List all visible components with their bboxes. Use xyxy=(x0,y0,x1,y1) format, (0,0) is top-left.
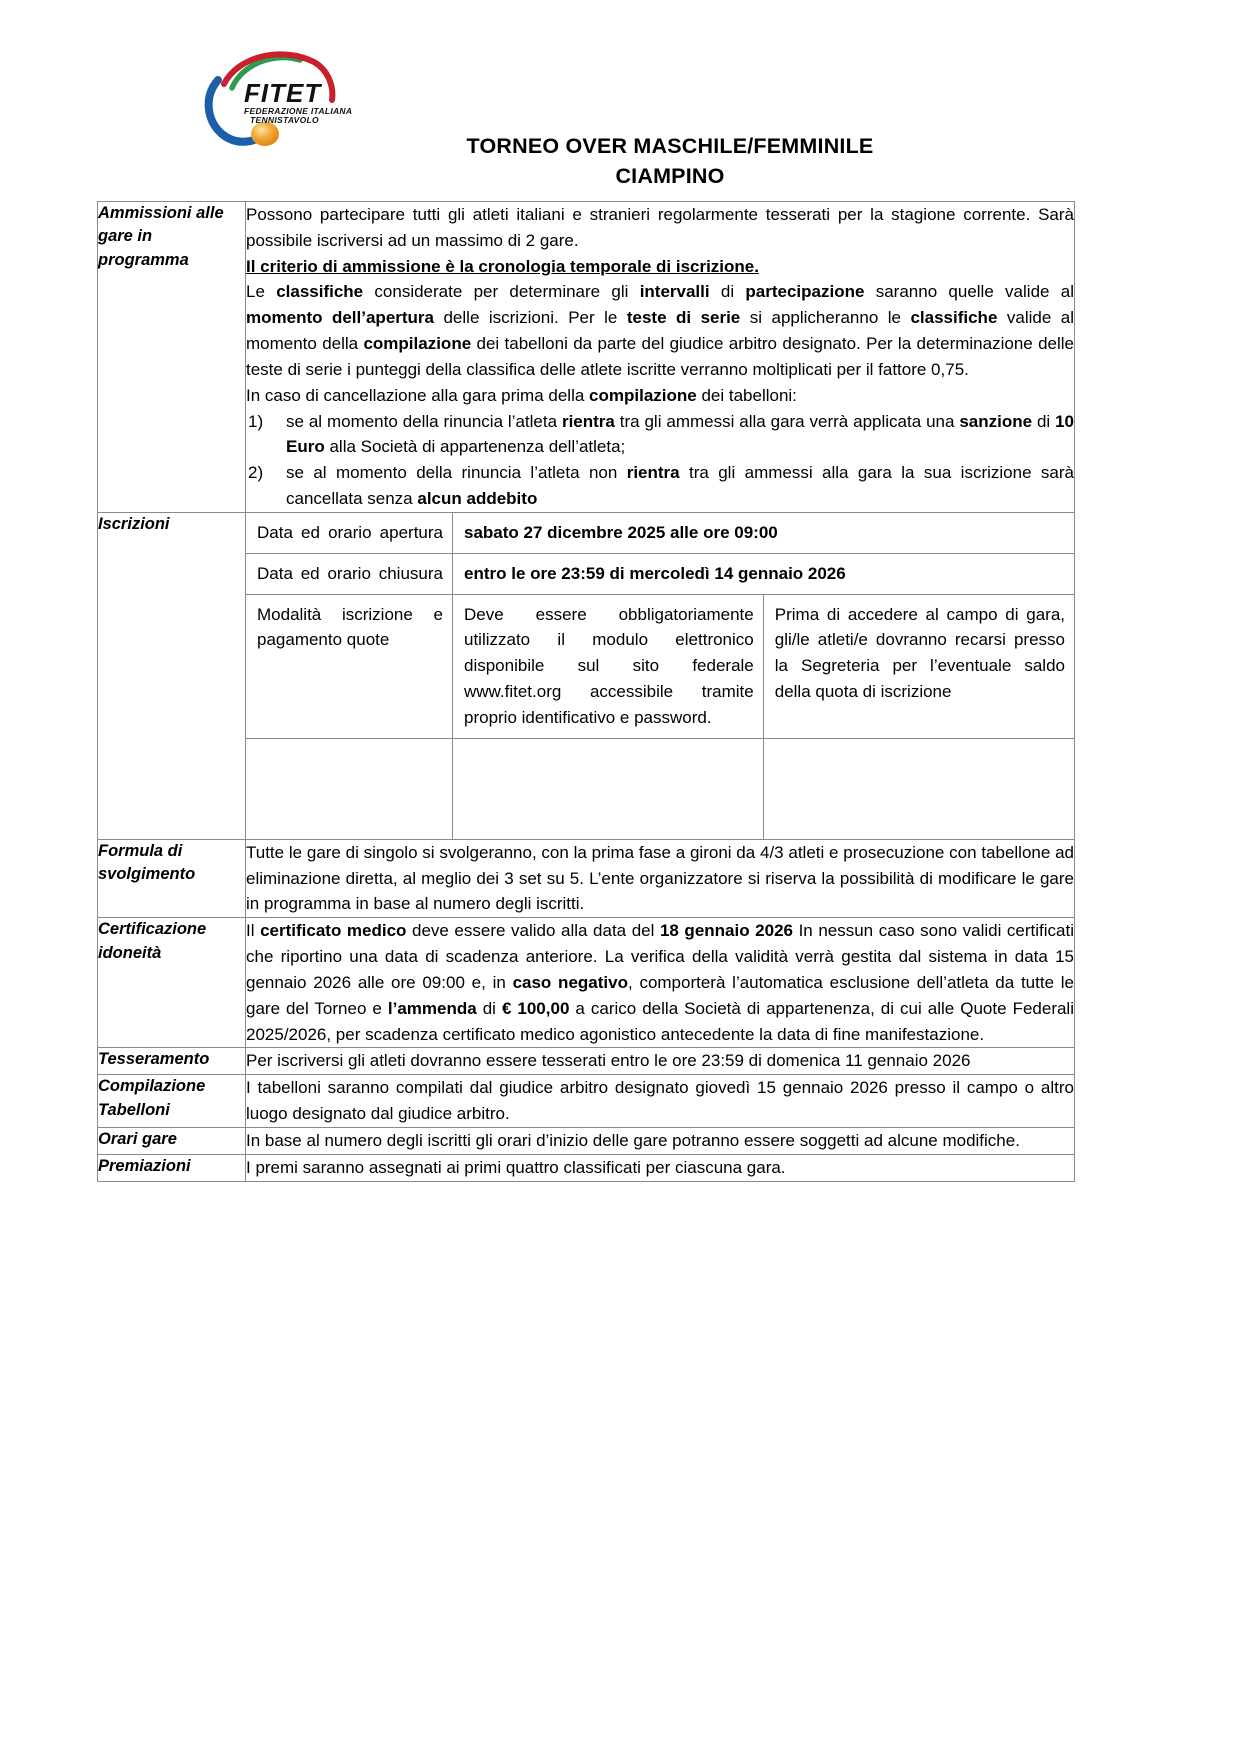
svg-text:TENNISTAVOLO: TENNISTAVOLO xyxy=(250,115,319,125)
chiusura-label: Data ed orario chiusura xyxy=(246,553,453,594)
tournament-details-table xyxy=(97,201,1075,1182)
spacer-cell-right xyxy=(763,738,1074,839)
row-label-tesseramento: Tesseramento xyxy=(98,1048,246,1075)
row-label-ammissioni: Ammissioni alle gare in programma xyxy=(98,202,246,513)
chiusura-value: entro le ore 23:59 di mercoledì 14 gennaio 2026 xyxy=(453,553,1075,594)
row-content-iscrizioni xyxy=(246,512,1075,839)
table-row-apertura xyxy=(246,513,1074,553)
table-row-compilazione xyxy=(98,1075,1075,1128)
title-block xyxy=(270,132,1070,191)
apertura-label: Data ed orario apertura xyxy=(246,513,453,553)
table-row-ammissioni xyxy=(98,202,1075,513)
table-row-formula xyxy=(98,839,1075,917)
row-content-compilazione: I tabelloni saranno compilati dal giudice arbitro designato giovedì 15 gennaio 2026 presso il campo o altro luogo designato dal giudice arbitro. xyxy=(246,1075,1075,1128)
list-item: se al momento della rinuncia l’atleta rientra tra gli ammessi alla gara verrà applicata una sanzione di 10 Euro alla Società di appartenenza dell’atleta; xyxy=(286,411,1074,457)
row-content-formula: Tutte le gare di singolo si svolgeranno, con la prima fase a gironi da 4/3 atleti e prosecuzione con tabellone ad eliminazione diretta, al meglio dei 3 set su 5. L’ente organizzatore si riserva la possibilità di modificare le gare in programma in base al numero degli iscritti. xyxy=(246,839,1075,917)
row-content-premiazioni: I premi saranno assegnati ai primi quattro classificati per ciascuna gara. xyxy=(246,1154,1075,1181)
spacer-cell-left xyxy=(246,738,453,839)
ammissioni-criterio-underlined: Il criterio di ammissione è la cronologia temporale di iscrizione. xyxy=(246,256,759,276)
spacer-cell-mid xyxy=(453,738,764,839)
row-label-orari: Orari gare xyxy=(98,1127,246,1154)
apertura-value: sabato 27 dicembre 2025 alle ore 09:00 xyxy=(453,513,1075,553)
row-content-tesseramento: Per iscriversi gli atleti dovranno essere tesserati entro le ore 23:59 di domenica 11 gennaio 2026 xyxy=(246,1048,1075,1075)
table-row-orari xyxy=(98,1127,1075,1154)
ammissioni-paragraph-1: Possono partecipare tutti gli atleti italiani e stranieri regolarmente tesserati per la stagione corrente. Sarà possibile iscriversi ad un massimo di 2 gare. xyxy=(246,205,1074,250)
row-label-certificazione: Certificazione idoneità xyxy=(98,918,246,1048)
list-item: se al momento della rinuncia l’atleta non rientra tra gli ammessi alla gara la sua iscrizione sarà cancellata senza alcun addebito xyxy=(286,463,1074,509)
table-row-modalita xyxy=(246,594,1074,738)
row-content-orari: In base al numero degli iscritti gli orari d’inizio delle gare potranno essere soggetti ad alcune modifiche. xyxy=(246,1127,1075,1154)
ammissioni-paragraph-4: In caso di cancellazione alla gara prima della compilazione dei tabelloni: xyxy=(246,385,797,405)
table-row-certificazione xyxy=(98,918,1075,1048)
row-label-iscrizioni: Iscrizioni xyxy=(98,512,246,839)
modalita-column-2: Prima di accedere al campo di gara, gli/le atleti/e dovranno recarsi presso la Segreteria per l’eventuale saldo della quota di iscrizione xyxy=(763,594,1074,738)
page-title: TORNEO OVER MASCHILE/FEMMINILE xyxy=(466,134,874,158)
document-header xyxy=(0,0,1240,188)
page-subtitle: CIAMPINO xyxy=(615,163,725,188)
row-label-premiazioni: Premiazioni xyxy=(98,1154,246,1181)
row-content-ammissioni xyxy=(246,202,1075,513)
row-label-formula: Formula di svolgimento xyxy=(98,839,246,917)
svg-text:FEDERAZIONE ITALIANA: FEDERAZIONE ITALIANA xyxy=(244,106,353,116)
svg-text:FITET: FITET xyxy=(244,78,322,108)
modalita-column-1: Deve essere obbligatoriamente utilizzato il modulo elettronico disponibile sul sito federale www.fitet.org accessibile tramite proprio identificativo e password. xyxy=(453,594,764,738)
table-row-tesseramento xyxy=(98,1048,1075,1075)
table-row-iscrizioni xyxy=(98,512,1075,839)
row-content-certificazione: Il certificato medico deve essere valido alla data del 18 gennaio 2026 In nessun caso sono validi certificati che riportino una data di scadenza anteriore. La verifica della validità verrà gestita dal sistema in data 15 gennaio 2026 alle ore 09:00 e, in caso negativo, comporterà l’automatica esclusione dell’atleta da tutte le gare del Torneo e l’ammenda di € 100,00 a carico della Società di appartenenza, di cui alle Quote Federali 2025/2026, per scadenza certificato medico agonistico antecedente la data di fine manifestazione. xyxy=(246,918,1075,1048)
iscrizioni-spacer-row xyxy=(246,738,1074,839)
table-row-chiusura xyxy=(246,553,1074,594)
ammissioni-cancellation-list xyxy=(246,409,1074,512)
row-label-compilazione: Compilazione Tabelloni xyxy=(98,1075,246,1128)
iscrizioni-subtable xyxy=(246,513,1074,839)
table-row-premiazioni xyxy=(98,1154,1075,1181)
ammissioni-paragraph-3: Le classifiche considerate per determinare gli intervalli di partecipazione saranno quelle valide al momento dell’apertura delle iscrizioni. Per le teste di serie si applicheranno le classifiche valide al momento della compilazione dei tabelloni da parte del giudice arbitro designato. Per la determinazione delle teste di serie i punteggi della classifica delle atlete iscritte verranno moltiplicati per il fattore 0,75. xyxy=(246,282,1074,379)
modalita-label: Modalità iscrizione e pagamento quote xyxy=(246,594,453,738)
